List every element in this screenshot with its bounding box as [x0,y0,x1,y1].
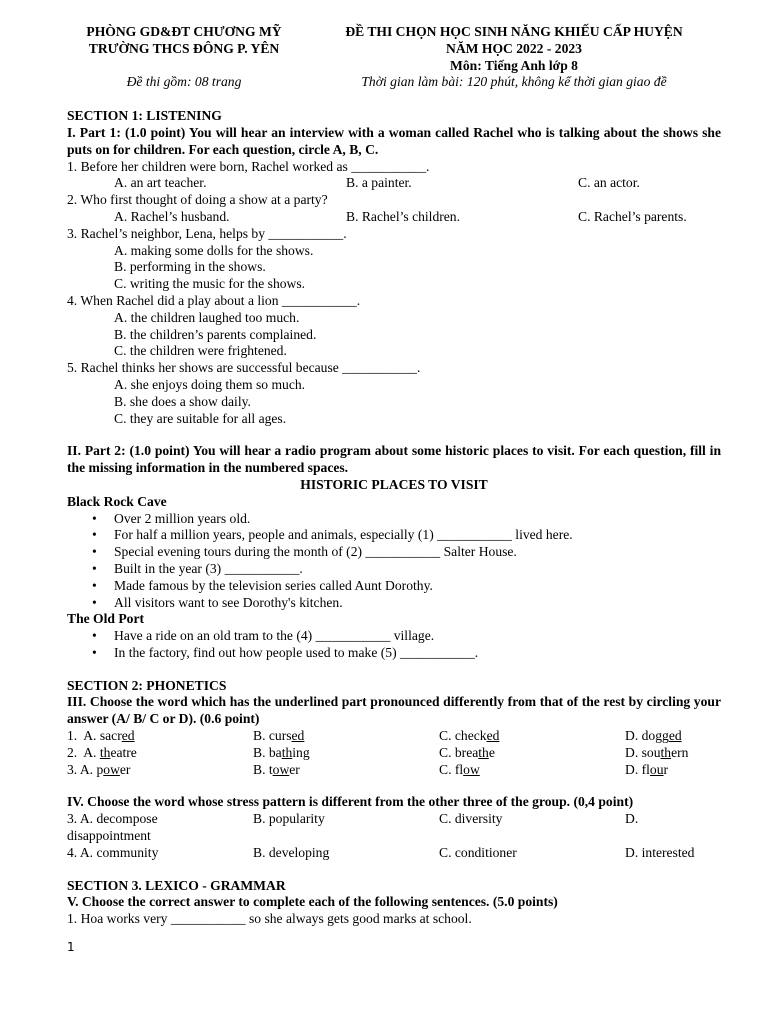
phonetics-question-2 [67,745,721,762]
school-info [67,24,301,74]
option-b: B. performing in the shows. [114,259,266,275]
option-d: D. dogged [625,728,682,744]
question-1: 1. Before her children were born, Rachel worked as ___________. [67,158,430,174]
part-2-title: HISTORIC PLACES TO VISIT [300,476,488,492]
list-item: • Special evening tours during the month of (2) ___________ Salter House. [114,544,721,561]
option-c: C. flow [439,761,480,777]
list-item: • For half a million years, people and animals, especially (1) ___________ lived here. [114,527,721,544]
option-d: D. [625,811,639,827]
school-name: TRƯỜNG THCS ĐÔNG P. YÊN [88,40,280,56]
option-b: B. cursed [253,728,305,744]
department-name: PHÒNG GD&ĐT CHƯƠNG MỸ [86,24,282,39]
exam-notes [67,74,721,91]
time-note: Thời gian làm bài: 120 phút, không kể thời gian giao đề [361,74,667,90]
option-b: B. Rachel’s children. [346,208,461,224]
phonetics-question-3 [67,762,721,779]
part-5-instruction: V. Choose the correct answer to complete each of the following sentences. (5.0 points) [67,894,558,910]
section-1-title: SECTION 1: LISTENING [67,108,222,124]
option-c: C. checked [439,728,500,744]
option-c: C. diversity [439,811,503,827]
option-b: B. tower [253,761,300,777]
school-year: NĂM HỌC 2022 - 2023 [446,40,582,56]
question-2-options [67,209,721,226]
option-a: 3. A. decompose [67,811,158,827]
section-3-title: SECTION 3. LEXICO - GRAMMAR [67,877,286,893]
part-2-instruction: II. Part 2: (1.0 point) You will hear a radio program about some historic places to visit. For each question, fill in the missing information in the numbered spaces. [67,443,721,476]
part-1-instruction: I. Part 1: (1.0 point) You will hear an interview with a woman called Rachel who is talking about the shows she puts on for children. For each question, circle A, B, C. [67,124,721,157]
option-b: B. she does a show daily. [114,393,251,409]
part-4-instruction: IV. Choose the word whose stress pattern is different from the other three of the group. (0,4 point) [67,794,634,810]
option-b: B. developing [253,844,330,860]
option-a: 2. A. theatre [67,744,137,760]
option-d: D. flour [625,761,669,777]
option-a: 3. A. power [67,761,131,777]
exam-header [67,24,721,74]
list-item: • All visitors want to see Dorothy's kitchen. [114,595,721,612]
option-b: B. popularity [253,811,325,827]
option-d-continued: disappointment [67,828,151,844]
pages-note: Đề thi gồm: 08 trang [126,74,242,90]
option-c: C. writing the music for the shows. [114,276,306,292]
option-a: A. she enjoys doing them so much. [114,376,306,392]
place-2-list [67,628,721,662]
question-4: 4. When Rachel did a play about a lion ___________. [67,292,361,308]
stress-question-3 [67,811,721,828]
option-b: B. bathing [253,744,310,760]
section-2-title: SECTION 2: PHONETICS [67,677,227,693]
place-2-title: The Old Port [67,611,145,627]
option-a: 4. A. community [67,844,159,860]
subject: Môn: Tiếng Anh lớp 8 [450,57,578,73]
option-b: B. a painter. [346,175,412,191]
option-d: D. interested [625,844,695,860]
option-c: C. an actor. [578,175,640,191]
list-item: • Over 2 million years old. [114,511,721,528]
phonetics-question-1 [67,728,721,745]
question-1-options [67,175,721,192]
list-item: • Have a ride on an old tram to the (4) ___________ village. [114,628,721,645]
option-c: C. Rachel’s parents. [578,208,687,224]
option-d: D. southern [625,744,689,760]
place-1-title: Black Rock Cave [67,493,167,509]
option-a: A. the children laughed too much. [114,309,300,325]
stress-question-4 [67,845,721,862]
place-1-list [67,511,721,612]
grammar-question-1: 1. Hoa works very ___________ so she always gets good marks at school. [67,911,472,927]
option-c: C. the children were frightened. [114,343,287,359]
option-a: A. an art teacher. [114,175,207,191]
option-c: C. conditioner [439,844,517,860]
list-item: • Built in the year (3) ___________. [114,561,721,578]
option-a: 1. A. sacred [67,728,135,744]
list-item: • In the factory, find out how people used to make (5) ___________. [114,645,721,662]
option-c: C. they are suitable for all ages. [114,410,287,426]
page-number: 1 [67,940,75,954]
option-c: C. breathe [439,744,495,760]
exam-page [67,24,721,928]
question-2: 2. Who first thought of doing a show at a party? [67,192,328,208]
exam-title-block [301,24,721,74]
option-a: A. Rachel’s husband. [114,208,230,224]
option-b: B. the children’s parents complained. [114,326,317,342]
list-item: • Made famous by the television series called Aunt Dorothy. [114,578,721,595]
part-3-instruction: III. Choose the word which has the underlined part pronounced differently from that of the rest by circling your answer (A/ B/ C or D). (0.6 point) [67,694,721,727]
question-5: 5. Rachel thinks her shows are successful because ___________. [67,360,421,376]
question-3: 3. Rachel’s neighbor, Lena, helps by ___________. [67,225,347,241]
exam-title: ĐỀ THI CHỌN HỌC SINH NĂNG KHIẾU CẤP HUYỆN [345,24,683,39]
option-a: A. making some dolls for the shows. [114,242,314,258]
